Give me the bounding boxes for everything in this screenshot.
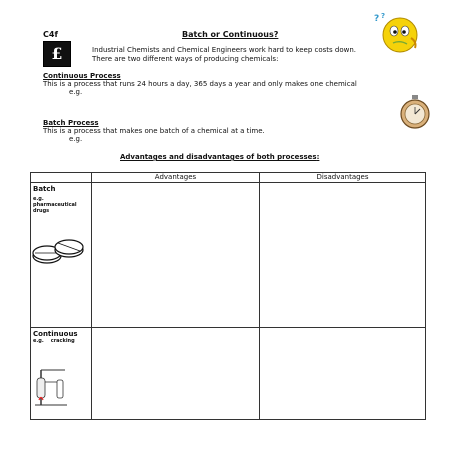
stopwatch-icon [398, 93, 432, 129]
advantages-table [30, 172, 426, 420]
row-label: Continuous [33, 330, 78, 338]
cracking-apparatus-icon [31, 360, 71, 410]
svg-text:?: ? [381, 12, 386, 20]
svg-text:?: ? [374, 14, 380, 24]
row-sub-1: e.g. [33, 196, 44, 202]
batch-text: This is a process that makes one batch of a chemical at a time. [43, 127, 265, 135]
continuous-advantages-cell[interactable] [92, 328, 260, 420]
row-label-continuous [31, 328, 92, 420]
column-header-advantages: Advantages [92, 173, 260, 183]
table-row [31, 183, 426, 328]
pound-icon: £ [43, 41, 71, 67]
row-sub-1: e.g. cracking [33, 338, 75, 344]
worksheet-code: C4f [43, 30, 58, 39]
batch-heading: Batch Process [43, 119, 99, 127]
intro-line-2: There are two different ways of producing chemicals: [92, 55, 279, 63]
table-row [31, 328, 426, 420]
intro-text [92, 46, 412, 64]
row-sub-3: drugs [33, 208, 50, 214]
batch-advantages-cell[interactable] [92, 183, 260, 328]
continuous-disadvantages-cell[interactable] [260, 328, 426, 420]
table-header-row [31, 173, 426, 183]
batch-section [43, 119, 363, 143]
intro-line-1: Industrial Chemists and Chemical Engineers work hard to keep costs down. [92, 46, 357, 54]
column-header-disadvantages: Disadvantages [260, 173, 426, 183]
continuous-heading: Continuous Process [43, 72, 121, 80]
page-title: Batch or Continuous? [182, 30, 279, 39]
table-heading: Advantages and disadvantages of both processes: [120, 153, 320, 161]
batch-disadvantages-cell[interactable] [260, 183, 426, 328]
row-label-batch [31, 183, 92, 328]
row-sub-2: pharmaceutical [33, 202, 77, 208]
batch-eg: e.g. [69, 135, 83, 143]
continuous-section [43, 72, 393, 96]
row-label: Batch [33, 185, 56, 193]
pills-icon [31, 234, 87, 268]
continuous-text: This is a process that runs 24 hours a day, 365 days a year and only makes one chemical [43, 80, 357, 88]
column-header-empty [31, 173, 92, 183]
continuous-eg: e.g. [69, 88, 83, 96]
